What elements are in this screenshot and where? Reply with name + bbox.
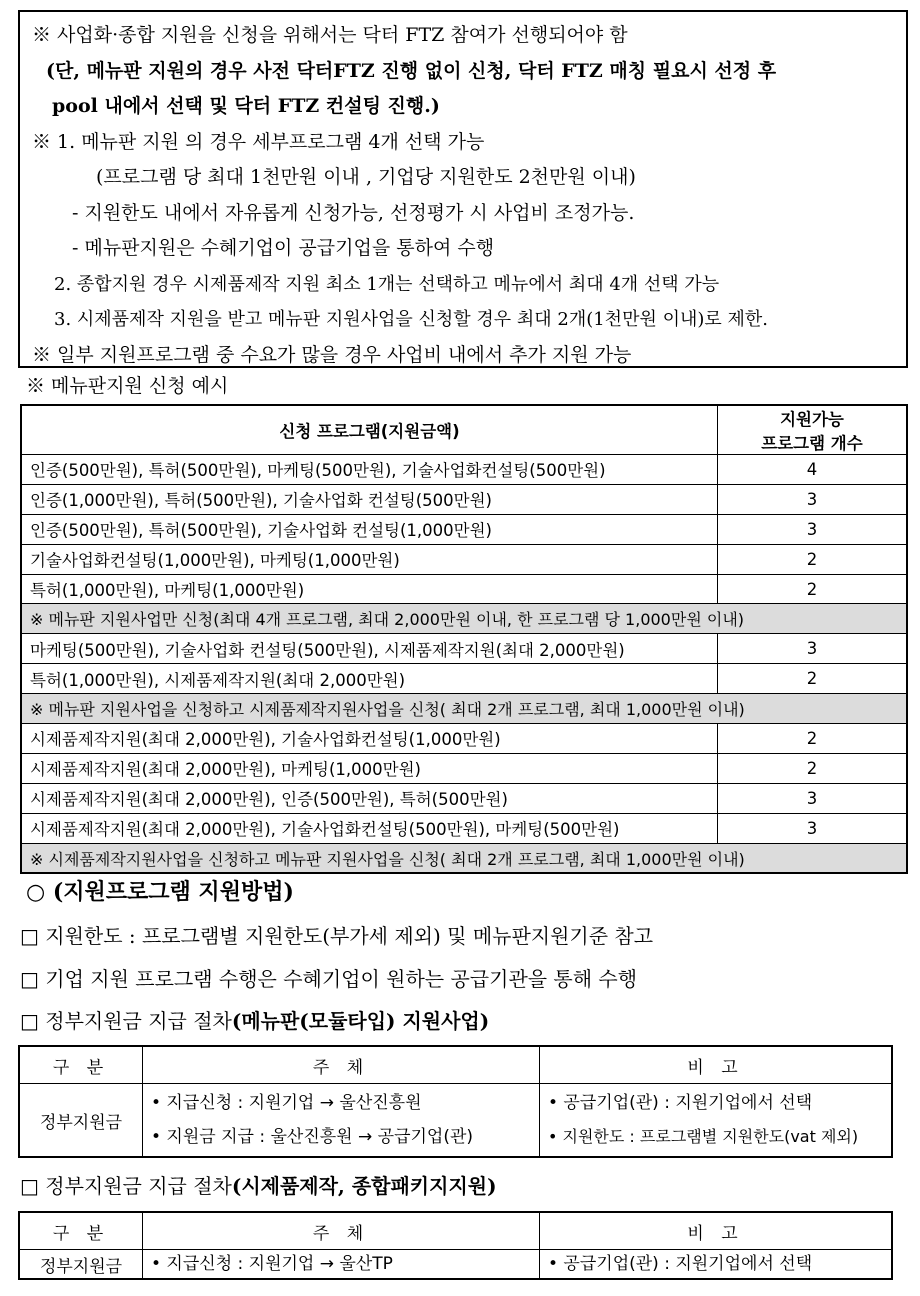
program-cell: 인증(500만원), 특허(500만원), 기술사업화 컨설팅(1,000만원) [21, 514, 718, 544]
table-caption: ※ 메뉴판지원 신청 예시 [26, 375, 229, 397]
payment-table-proto [18, 1211, 893, 1280]
remark-cell: • 공급기업(관) : 지원기업에서 선택 [540, 1250, 893, 1280]
table-note-row [21, 694, 907, 724]
program-cell: 시제품제작지원(최대 2,000만원), 인증(500만원), 특허(500만원) [21, 783, 718, 813]
table-header-row [21, 405, 907, 455]
header-count-line1: 지원가능 [780, 410, 844, 429]
program-cell: 특허(1,000만원), 마케팅(1,000만원) [21, 574, 718, 604]
execution-item: □ 기업 지원 프로그램 수행은 수혜기업이 원하는 공급기관을 통해 수행 [20, 967, 638, 991]
count-cell: 3 [718, 484, 908, 514]
notice-line: ※ 일부 지원프로그램 중 수요가 많을 경우 사업비 내에서 추가 지원 가능 [32, 343, 632, 366]
remark-line: • 지원한도 : 프로그램별 지원한도(vat 제외) [548, 1127, 859, 1146]
limit-item: □ 지원한도 : 프로그램별 지원한도(부가세 제외) 및 메뉴판지원기준 참고 [20, 924, 654, 948]
table-row [19, 1084, 892, 1158]
header-program: 신청 프로그램(지원금액) [21, 405, 718, 455]
count-cell: 2 [718, 724, 908, 754]
procedure-bold: (메뉴판(모듈타입) 지원사업) [231, 1009, 490, 1033]
program-cell: 시제품제작지원(최대 2,000만원), 마케팅(1,000만원) [21, 753, 718, 783]
table-note-row [21, 604, 907, 634]
header-division: 구 분 [19, 1046, 143, 1084]
table-row [21, 455, 907, 485]
method-heading: ○ (지원프로그램 지원방법) [26, 879, 294, 905]
notice-box [18, 10, 908, 368]
table-row [21, 544, 907, 574]
label-cell: 정부지원금 [19, 1250, 143, 1280]
header-count [718, 405, 908, 455]
table-row [21, 514, 907, 544]
notice-line: 2. 종합지원 경우 시제품제작 지원 최소 1개는 선택하고 메뉴에서 최대 4개 선택 가능 [54, 273, 720, 295]
header-remark: 비 고 [540, 1212, 893, 1250]
procedure-prefix: □ 정부지원금 지급 절차 [20, 1174, 232, 1198]
table-note-row [21, 843, 907, 873]
table-row [21, 724, 907, 754]
table-row [21, 484, 907, 514]
table-row [21, 634, 907, 664]
count-cell: 3 [718, 634, 908, 664]
program-cell: 시제품제작지원(최대 2,000만원), 기술사업화컨설팅(500만원), 마케팅(500만원) [21, 813, 718, 843]
notice-line: ※ 1. 메뉴판 지원 의 경우 세부프로그램 4개 선택 가능 [32, 130, 485, 153]
program-cell: 특허(1,000만원), 시제품제작지원(최대 2,000만원) [21, 664, 718, 694]
procedure-heading-proto [20, 1170, 497, 1199]
remark-cell [540, 1084, 893, 1158]
table-header-row [19, 1046, 892, 1084]
subject-line: • 지급신청 : 지원기업 → 울산진흥원 [151, 1093, 422, 1113]
subject-cell [143, 1084, 540, 1158]
table-row [21, 753, 907, 783]
count-cell: 2 [718, 574, 908, 604]
procedure-heading-menu [20, 1005, 489, 1034]
notice-line: ※ 사업화·종합 지원을 신청을 위해서는 닥터 FTZ 참여가 선행되어야 함 [32, 24, 628, 46]
label-cell: 정부지원금 [19, 1084, 143, 1158]
subject-line: • 지원금 지급 : 울산진흥원 → 공급기업(관) [151, 1127, 474, 1147]
subject-cell: • 지급신청 : 지원기업 → 울산TP [143, 1250, 540, 1280]
notice-line: pool 내에서 선택 및 닥터 FTZ 컨설팅 진행.) [52, 95, 440, 117]
table-header-row [19, 1212, 892, 1250]
notice-line: 3. 시제품제작 지원을 받고 메뉴판 지원사업을 신청할 경우 최대 2개(1천만원 이내)로 제한. [54, 309, 768, 330]
procedure-bold: (시제품제작, 종합패키지지원) [231, 1174, 497, 1198]
table-row [21, 664, 907, 694]
note-cell: ※ 시제품제작지원사업을 신청하고 메뉴판 지원사업을 신청( 최대 2개 프로그램, 최대 1,000만원 이내) [21, 843, 907, 873]
program-cell: 인증(500만원), 특허(500만원), 마케팅(500만원), 기술사업화컨설팅(500만원) [21, 455, 718, 485]
notice-line: (프로그램 당 최대 1천만원 이내 , 기업당 지원한도 2천만원 이내) [96, 166, 636, 188]
table-row [21, 813, 907, 843]
count-cell: 2 [718, 544, 908, 574]
header-count-line2: 프로그램 개수 [761, 434, 863, 453]
procedure-prefix: □ 정부지원금 지급 절차 [20, 1009, 232, 1033]
payment-table-menu [18, 1045, 893, 1158]
header-division: 구 분 [19, 1212, 143, 1250]
notice-line: (단, 메뉴판 지원의 경우 사전 닥터FTZ 진행 없이 신청, 닥터 FTZ 매칭 필요시 선정 후 [46, 59, 777, 82]
count-cell: 3 [718, 783, 908, 813]
header-subject: 주 체 [143, 1046, 540, 1084]
program-cell: 마케팅(500만원), 기술사업화 컨설팅(500만원), 시제품제작지원(최대 2,000만원) [21, 634, 718, 664]
header-remark: 비 고 [540, 1046, 893, 1084]
note-cell: ※ 메뉴판 지원사업을 신청하고 시제품제작지원사업을 신청( 최대 2개 프로그램, 최대 1,000만원 이내) [21, 694, 907, 724]
program-cell: 기술사업화컨설팅(1,000만원), 마케팅(1,000만원) [21, 544, 718, 574]
table-row [21, 574, 907, 604]
notice-line: - 지원한도 내에서 자유롭게 신청가능, 선정평가 시 사업비 조정가능. [72, 201, 635, 224]
notice-line: - 메뉴판지원은 수혜기업이 공급기업을 통하여 수행 [72, 237, 495, 259]
menu-example-table [20, 404, 908, 874]
count-cell: 2 [718, 753, 908, 783]
program-cell: 시제품제작지원(최대 2,000만원), 기술사업화컨설팅(1,000만원) [21, 724, 718, 754]
remark-line: • 공급기업(관) : 지원기업에서 선택 [548, 1093, 813, 1113]
count-cell: 3 [718, 514, 908, 544]
table-row [19, 1250, 892, 1280]
note-cell: ※ 메뉴판 지원사업만 신청(최대 4개 프로그램, 최대 2,000만원 이내, 한 프로그램 당 1,000만원 이내) [21, 604, 907, 634]
table-row [21, 783, 907, 813]
count-cell: 4 [718, 455, 908, 485]
count-cell: 2 [718, 664, 908, 694]
program-cell: 인증(1,000만원), 특허(500만원), 기술사업화 컨설팅(500만원) [21, 484, 718, 514]
header-subject: 주 체 [143, 1212, 540, 1250]
count-cell: 3 [718, 813, 908, 843]
